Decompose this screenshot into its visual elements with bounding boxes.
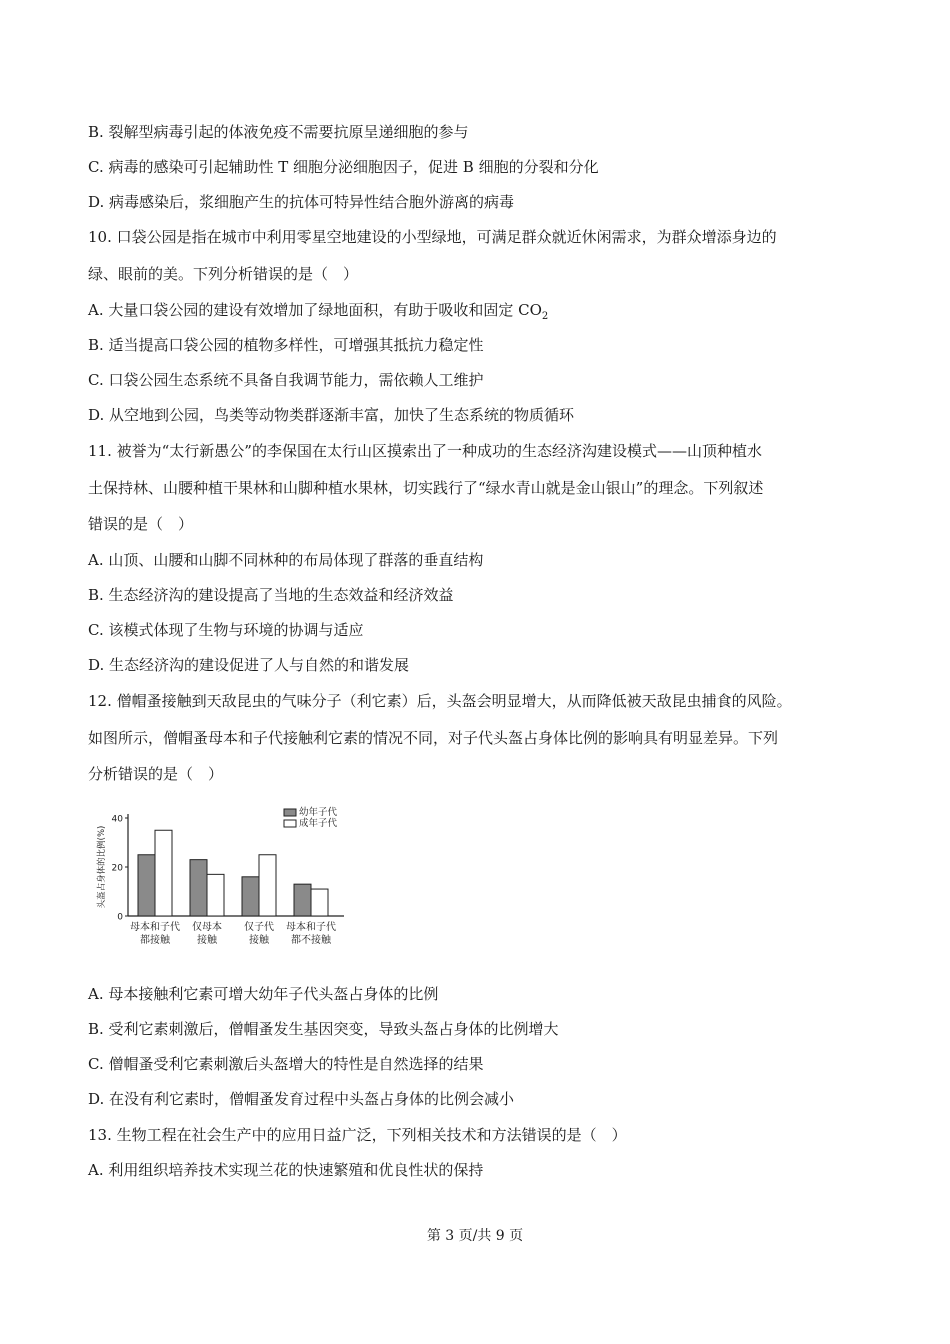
category-label: 母本和子代	[286, 922, 336, 933]
category-label: 接触	[249, 935, 269, 946]
y-axis-label: 头盔占身体的比例(%)	[97, 825, 107, 909]
option-12a: A. 母本接触利它素可增大幼年子代头盔占身体的比例	[88, 985, 439, 1003]
bar-adult	[311, 889, 328, 916]
legend-label: 幼年子代	[299, 807, 338, 818]
bar-juvenile	[242, 877, 259, 916]
category-label: 母本和子代	[130, 922, 180, 933]
co2-subscript: 2	[541, 311, 549, 322]
category-label: 都不接触	[291, 935, 331, 946]
bar-adult	[155, 830, 172, 916]
option-10c: C. 口袋公园生态系统不具备自我调节能力，需依赖人工维护	[88, 371, 484, 389]
question-12-stem-cont: 如图所示，僧帽蚤母本和子代接触利它素的情况不同，对子代头盔占身体比例的影响具有明显差异。下列	[88, 729, 779, 747]
option-11b: B. 生态经济沟的建设提高了当地的生态效益和经济效益	[88, 586, 454, 604]
bar-adult	[207, 874, 224, 916]
y-tick-label: 0	[117, 912, 123, 923]
option-12c: C. 僧帽蚤受利它素刺激后头盔增大的特性是自然选择的结果	[88, 1055, 484, 1073]
question-12-stem: 12. 僧帽蚤接触到天敌昆虫的气味分子（利它素）后，头盔会明显增大，从而降低被天敌昆虫捕食的风险。	[88, 692, 792, 710]
option-11c: C. 该模式体现了生物与环境的协调与适应	[88, 621, 364, 639]
bar-chart	[92, 806, 362, 956]
question-10-stem: 10. 口袋公园是指在城市中利用零星空地建设的小型绿地，可满足群众就近休闲需求，为群众增添身边的	[88, 228, 777, 246]
y-tick-label: 40	[111, 814, 123, 825]
option-10a-text: A. 大量口袋公园的建设有效增加了绿地面积，有助于吸收和固定 CO	[88, 301, 542, 319]
legend-label: 成年子代	[299, 818, 338, 829]
legend-swatch	[284, 820, 296, 827]
question-12-stem-end: 分析错误的是（ ）	[88, 765, 224, 783]
option-12b: B. 受利它素刺激后，僧帽蚤发生基因突变，导致头盔占身体的比例增大	[88, 1020, 559, 1038]
bar-juvenile	[138, 855, 155, 916]
option-12d: D. 在没有利它素时，僧帽蚤发育过程中头盔占身体的比例会减小	[88, 1090, 515, 1108]
question-11-stem-cont: 土保持林、山腰种植干果林和山脚种植水果林，切实践行了“绿水青山就是金山银山”的理念。下列叙述	[88, 479, 764, 497]
bar-juvenile	[190, 860, 207, 916]
category-label: 仅母本	[192, 922, 222, 933]
text-line: B. 裂解型病毒引起的体液免疫不需要抗原呈递细胞的参与	[88, 123, 469, 141]
category-label: 接触	[197, 935, 217, 946]
y-tick-label: 20	[111, 863, 123, 874]
option-11d: D. 生态经济沟的建设促进了人与自然的和谐发展	[88, 656, 410, 674]
bar-juvenile	[294, 884, 311, 916]
option-13a: A. 利用组织培养技术实现兰花的快速繁殖和优良性状的保持	[88, 1161, 484, 1179]
bar-adult	[259, 855, 276, 916]
category-label: 都接触	[140, 935, 170, 946]
question-11-stem: 11. 被誉为“太行新愚公”的李保国在太行山区摸索出了一种成功的生态经济沟建设模式——山顶种植水	[88, 442, 762, 460]
question-11-stem-end: 错误的是（ ）	[88, 515, 194, 533]
text-line: D. 病毒感染后，浆细胞产生的抗体可特异性结合胞外游离的病毒	[88, 193, 515, 211]
question-10-stem-cont: 绿、眼前的美。下列分析错误的是（ ）	[88, 265, 359, 283]
option-10d: D. 从空地到公园，鸟类等动物类群逐渐丰富，加快了生态系统的物质循环	[88, 406, 575, 424]
legend-swatch	[284, 809, 296, 816]
page-footer: 第 3 页/共 9 页	[426, 1228, 524, 1244]
option-10a	[88, 300, 548, 327]
text-line: C. 病毒的感染可引起辅助性 T 细胞分泌细胞因子，促进 B 细胞的分裂和分化	[88, 158, 599, 176]
question-13-stem: 13. 生物工程在社会生产中的应用日益广泛，下列相关技术和方法错误的是（ ）	[88, 1126, 627, 1144]
option-11a: A. 山顶、山腰和山脚不同林种的布局体现了群落的垂直结构	[88, 551, 484, 569]
category-label: 仅子代	[244, 922, 274, 933]
option-10b: B. 适当提高口袋公园的植物多样性，可增强其抵抗力稳定性	[88, 336, 484, 354]
